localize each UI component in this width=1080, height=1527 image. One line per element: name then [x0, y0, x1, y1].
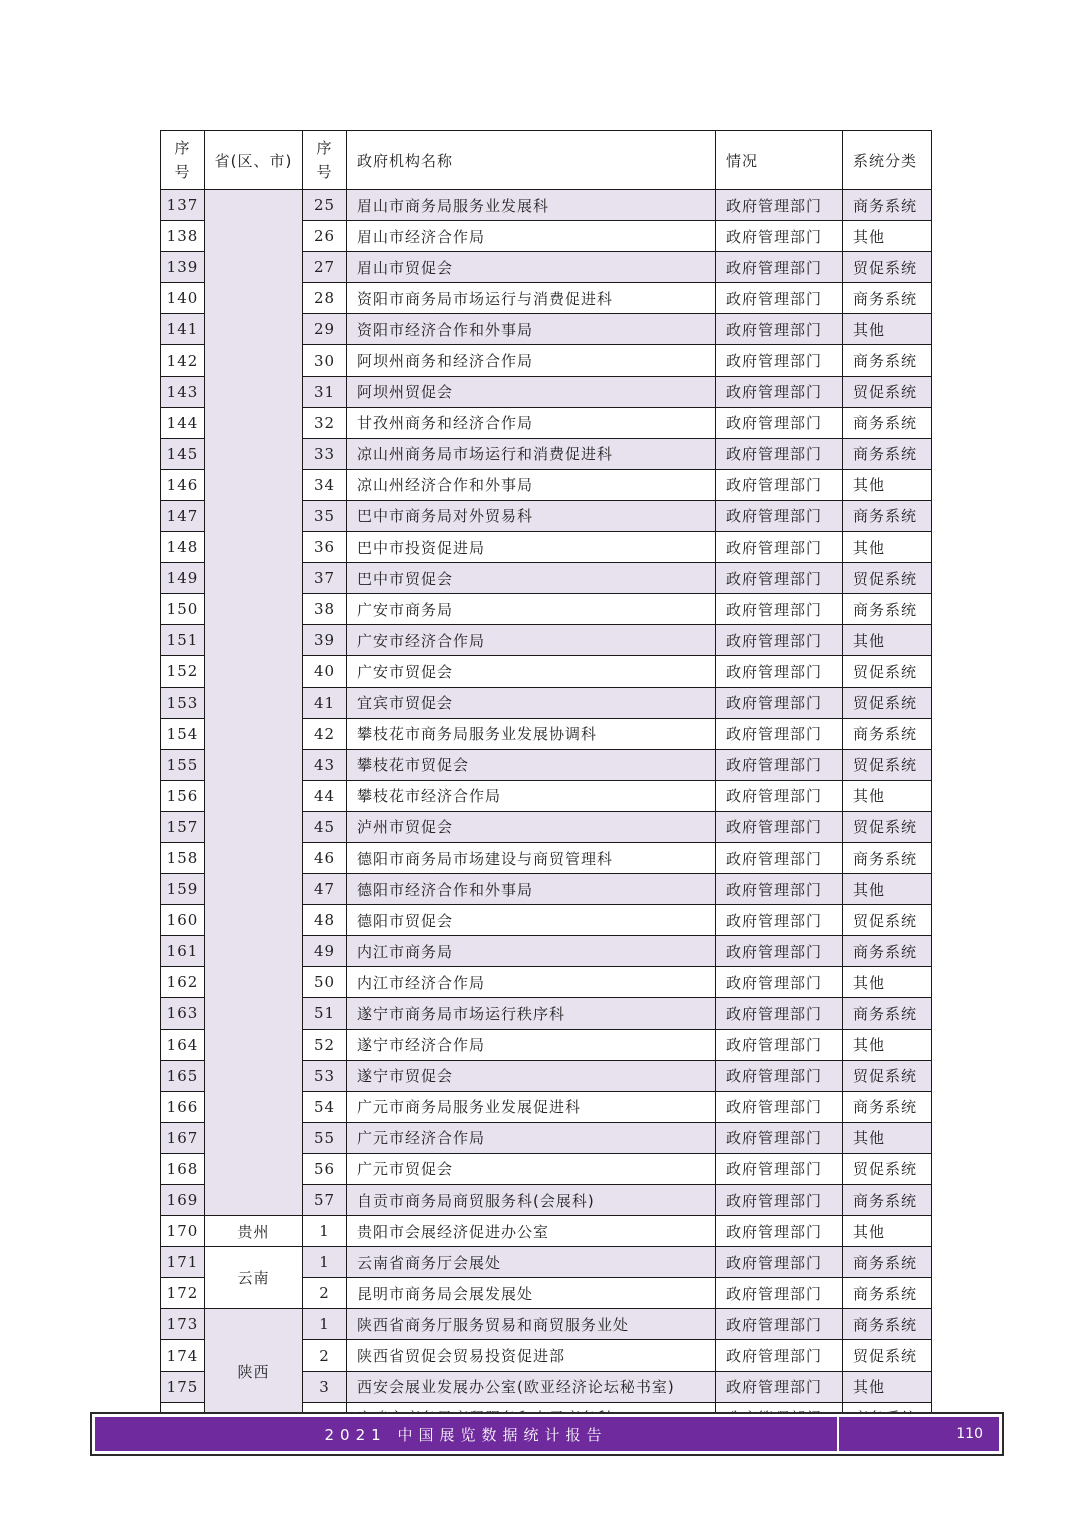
- row-category: 商务系统: [843, 998, 932, 1029]
- row-category: 商务系统: [843, 1185, 932, 1216]
- row-category: 贸促系统: [843, 1153, 932, 1184]
- row-org-name: 攀枝花市贸促会: [347, 749, 716, 780]
- row-status: 政府管理部门: [716, 438, 843, 469]
- row-sub-seq: 55: [303, 1122, 347, 1153]
- row-sub-seq: 38: [303, 594, 347, 625]
- row-category: 贸促系统: [843, 811, 932, 842]
- row-org-name: 遂宁市贸促会: [347, 1060, 716, 1091]
- row-status: 政府管理部门: [716, 314, 843, 345]
- row-sub-seq: 48: [303, 905, 347, 936]
- row-status: 政府管理部门: [716, 687, 843, 718]
- row-sub-seq: 3: [303, 1371, 347, 1402]
- row-org-name: 资阳市经济合作和外事局: [347, 314, 716, 345]
- row-category: 商务系统: [843, 1278, 932, 1309]
- row-org-name: 遂宁市经济合作局: [347, 1029, 716, 1060]
- table-body: [161, 190, 932, 1434]
- row-status: 政府管理部门: [716, 1216, 843, 1247]
- header-name: [347, 131, 716, 190]
- row-org-name: 陕西省贸促会贸易投资促进部: [347, 1340, 716, 1371]
- row-org-name: 阿坝州贸促会: [347, 376, 716, 407]
- row-status: 政府管理部门: [716, 500, 843, 531]
- row-category: 商务系统: [843, 500, 932, 531]
- row-status: 政府管理部门: [716, 656, 843, 687]
- row-seq: 151: [161, 625, 205, 656]
- row-sub-seq: 45: [303, 811, 347, 842]
- header-province-label: 省(区、市): [214, 151, 293, 170]
- row-status: 政府管理部门: [716, 376, 843, 407]
- row-category: 贸促系统: [843, 749, 932, 780]
- header-status: [716, 131, 843, 190]
- row-sub-seq: 47: [303, 874, 347, 905]
- row-seq: 168: [161, 1153, 205, 1184]
- header-name-label: 政府机构名称: [357, 151, 454, 170]
- row-seq: 166: [161, 1091, 205, 1122]
- row-status: 政府管理部门: [716, 780, 843, 811]
- row-sub-seq: 29: [303, 314, 347, 345]
- footer-bar: [95, 1417, 999, 1451]
- row-status: 政府管理部门: [716, 1153, 843, 1184]
- row-category: 其他: [843, 967, 932, 998]
- row-category: 其他: [843, 1122, 932, 1153]
- row-sub-seq: 27: [303, 252, 347, 283]
- row-org-name: 巴中市贸促会: [347, 563, 716, 594]
- row-seq: 156: [161, 780, 205, 811]
- row-status: 政府管理部门: [716, 936, 843, 967]
- row-sub-seq: 1: [303, 1216, 347, 1247]
- row-sub-seq: 56: [303, 1153, 347, 1184]
- header-province: [205, 131, 303, 190]
- row-org-name: 广元市商务局服务业发展促进科: [347, 1091, 716, 1122]
- row-category: 商务系统: [843, 594, 932, 625]
- row-seq: 157: [161, 811, 205, 842]
- row-sub-seq: 25: [303, 190, 347, 221]
- header-seq: [161, 131, 205, 190]
- row-seq: 155: [161, 749, 205, 780]
- row-seq: 154: [161, 718, 205, 749]
- page-number: 110: [956, 1426, 983, 1442]
- row-status: 政府管理部门: [716, 407, 843, 438]
- row-sub-seq: 26: [303, 221, 347, 252]
- row-org-name: 昆明市商务局会展发展处: [347, 1278, 716, 1309]
- row-category: 商务系统: [843, 1309, 932, 1340]
- header-seq-label: 序 号: [174, 139, 191, 181]
- row-category: 贸促系统: [843, 687, 932, 718]
- row-sub-seq: 49: [303, 936, 347, 967]
- row-status: 政府管理部门: [716, 625, 843, 656]
- row-status: 政府管理部门: [716, 749, 843, 780]
- row-category: 其他: [843, 1029, 932, 1060]
- row-status: 政府管理部门: [716, 1340, 843, 1371]
- row-sub-seq: 33: [303, 438, 347, 469]
- header-status-label: 情况: [726, 151, 759, 170]
- row-category: 贸促系统: [843, 1060, 932, 1091]
- row-category: 商务系统: [843, 283, 932, 314]
- row-sub-seq: 32: [303, 407, 347, 438]
- row-status: 政府管理部门: [716, 594, 843, 625]
- row-org-name: 广安市贸促会: [347, 656, 716, 687]
- row-seq: 141: [161, 314, 205, 345]
- row-seq: 137: [161, 190, 205, 221]
- row-category: 商务系统: [843, 407, 932, 438]
- row-category: 商务系统: [843, 718, 932, 749]
- row-seq: 160: [161, 905, 205, 936]
- page-footer: [90, 1412, 1004, 1456]
- row-org-name: 广安市经济合作局: [347, 625, 716, 656]
- row-status: 政府管理部门: [716, 283, 843, 314]
- row-category: 商务系统: [843, 345, 932, 376]
- row-status: 政府管理部门: [716, 469, 843, 500]
- row-sub-seq: 51: [303, 998, 347, 1029]
- row-status: 政府管理部门: [716, 1185, 843, 1216]
- row-org-name: 广元市经济合作局: [347, 1122, 716, 1153]
- row-sub-seq: 35: [303, 500, 347, 531]
- row-sub-seq: 43: [303, 749, 347, 780]
- row-org-name: 攀枝花市商务局服务业发展协调科: [347, 718, 716, 749]
- row-org-name: 云南省商务厅会展处: [347, 1247, 716, 1278]
- row-sub-seq: 46: [303, 842, 347, 873]
- row-category: 其他: [843, 221, 932, 252]
- row-status: 政府管理部门: [716, 1247, 843, 1278]
- row-sub-seq: 1: [303, 1247, 347, 1278]
- row-org-name: 内江市商务局: [347, 936, 716, 967]
- row-seq: 146: [161, 469, 205, 500]
- row-seq: 169: [161, 1185, 205, 1216]
- row-seq: 175: [161, 1371, 205, 1402]
- row-seq: 149: [161, 563, 205, 594]
- row-org-name: 眉山市贸促会: [347, 252, 716, 283]
- row-seq: 152: [161, 656, 205, 687]
- row-seq: 163: [161, 998, 205, 1029]
- row-org-name: 攀枝花市经济合作局: [347, 780, 716, 811]
- row-org-name: 广元市贸促会: [347, 1153, 716, 1184]
- row-status: 政府管理部门: [716, 563, 843, 594]
- row-sub-seq: 2: [303, 1278, 347, 1309]
- row-category: 贸促系统: [843, 563, 932, 594]
- row-org-name: 广安市商务局: [347, 594, 716, 625]
- header-sub-seq-label: 序 号: [316, 139, 333, 181]
- row-seq: 139: [161, 252, 205, 283]
- province-cell: 陕西: [205, 1309, 303, 1433]
- row-seq: 148: [161, 532, 205, 563]
- row-sub-seq: 28: [303, 283, 347, 314]
- organization-table: [160, 130, 932, 1434]
- row-status: 政府管理部门: [716, 1060, 843, 1091]
- row-category: 其他: [843, 625, 932, 656]
- row-category: 贸促系统: [843, 1340, 932, 1371]
- row-seq: 138: [161, 221, 205, 252]
- row-seq: 162: [161, 967, 205, 998]
- row-category: 其他: [843, 469, 932, 500]
- row-category: 商务系统: [843, 936, 932, 967]
- header-category: [843, 131, 932, 190]
- header-category-label: 系统分类: [853, 151, 918, 170]
- table-row: [161, 1216, 932, 1247]
- row-org-name: 陕西省商务厅服务贸易和商贸服务业处: [347, 1309, 716, 1340]
- row-status: 政府管理部门: [716, 905, 843, 936]
- row-org-name: 内江市经济合作局: [347, 967, 716, 998]
- header-sub-seq: [303, 131, 347, 190]
- row-sub-seq: 50: [303, 967, 347, 998]
- row-sub-seq: 31: [303, 376, 347, 407]
- row-category: 贸促系统: [843, 252, 932, 283]
- province-cell: 贵州: [205, 1216, 303, 1247]
- row-sub-seq: 1: [303, 1309, 347, 1340]
- row-category: 商务系统: [843, 438, 932, 469]
- row-status: 政府管理部门: [716, 221, 843, 252]
- row-org-name: 泸州市贸促会: [347, 811, 716, 842]
- row-seq: 161: [161, 936, 205, 967]
- row-seq: 145: [161, 438, 205, 469]
- row-status: 政府管理部门: [716, 532, 843, 563]
- row-status: 政府管理部门: [716, 1122, 843, 1153]
- row-sub-seq: 2: [303, 1340, 347, 1371]
- row-status: 政府管理部门: [716, 1029, 843, 1060]
- row-status: 政府管理部门: [716, 967, 843, 998]
- row-sub-seq: 52: [303, 1029, 347, 1060]
- row-sub-seq: 57: [303, 1185, 347, 1216]
- row-category: 其他: [843, 874, 932, 905]
- row-sub-seq: 36: [303, 532, 347, 563]
- table-row: [161, 1309, 932, 1340]
- row-status: 政府管理部门: [716, 1091, 843, 1122]
- footer-title: 2021 中国展览数据统计报告: [324, 1425, 608, 1444]
- row-seq: 159: [161, 874, 205, 905]
- row-status: 政府管理部门: [716, 1309, 843, 1340]
- row-org-name: 眉山市商务局服务业发展科: [347, 190, 716, 221]
- row-sub-seq: 40: [303, 656, 347, 687]
- row-status: 政府管理部门: [716, 811, 843, 842]
- row-sub-seq: 34: [303, 469, 347, 500]
- row-status: 政府管理部门: [716, 190, 843, 221]
- row-category: 其他: [843, 532, 932, 563]
- row-seq: 172: [161, 1278, 205, 1309]
- row-seq: 170: [161, 1216, 205, 1247]
- row-status: 政府管理部门: [716, 874, 843, 905]
- row-status: 政府管理部门: [716, 345, 843, 376]
- row-org-name: 凉山州经济合作和外事局: [347, 469, 716, 500]
- row-org-name: 甘孜州商务和经济合作局: [347, 407, 716, 438]
- row-category: 其他: [843, 780, 932, 811]
- table-row: [161, 1247, 932, 1278]
- row-sub-seq: 37: [303, 563, 347, 594]
- row-org-name: 贵阳市会展经济促进办公室: [347, 1216, 716, 1247]
- row-org-name: 眉山市经济合作局: [347, 221, 716, 252]
- row-seq: 147: [161, 500, 205, 531]
- row-seq: 158: [161, 842, 205, 873]
- row-category: 商务系统: [843, 190, 932, 221]
- row-seq: 150: [161, 594, 205, 625]
- row-org-name: 西安会展业发展办公室(欧亚经济论坛秘书室): [347, 1371, 716, 1402]
- row-category: 商务系统: [843, 1091, 932, 1122]
- row-category: 商务系统: [843, 1247, 932, 1278]
- row-category: 其他: [843, 1216, 932, 1247]
- row-sub-seq: 41: [303, 687, 347, 718]
- row-seq: 143: [161, 376, 205, 407]
- row-category: 贸促系统: [843, 376, 932, 407]
- row-seq: 167: [161, 1122, 205, 1153]
- row-sub-seq: 53: [303, 1060, 347, 1091]
- row-category: 贸促系统: [843, 905, 932, 936]
- row-org-name: 德阳市经济合作和外事局: [347, 874, 716, 905]
- row-seq: 153: [161, 687, 205, 718]
- row-seq: 174: [161, 1340, 205, 1371]
- row-category: 其他: [843, 314, 932, 345]
- row-seq: 140: [161, 283, 205, 314]
- row-sub-seq: 30: [303, 345, 347, 376]
- row-sub-seq: 54: [303, 1091, 347, 1122]
- row-org-name: 凉山州商务局市场运行和消费促进科: [347, 438, 716, 469]
- row-status: 政府管理部门: [716, 252, 843, 283]
- row-category: 贸促系统: [843, 656, 932, 687]
- row-status: 政府管理部门: [716, 1371, 843, 1402]
- table-row: [161, 190, 932, 221]
- row-status: 政府管理部门: [716, 718, 843, 749]
- row-org-name: 资阳市商务局市场运行与消费促进科: [347, 283, 716, 314]
- row-sub-seq: 42: [303, 718, 347, 749]
- row-org-name: 巴中市投资促进局: [347, 532, 716, 563]
- row-category: 商务系统: [843, 842, 932, 873]
- row-seq: 165: [161, 1060, 205, 1091]
- row-status: 政府管理部门: [716, 842, 843, 873]
- row-category: 其他: [843, 1371, 932, 1402]
- row-org-name: 德阳市商务局市场建设与商贸管理科: [347, 842, 716, 873]
- row-status: 政府管理部门: [716, 1278, 843, 1309]
- table-header-row: [161, 131, 932, 190]
- row-org-name: 遂宁市商务局市场运行秩序科: [347, 998, 716, 1029]
- row-org-name: 德阳市贸促会: [347, 905, 716, 936]
- row-org-name: 自贡市商务局商贸服务科(会展科): [347, 1185, 716, 1216]
- row-seq: 173: [161, 1309, 205, 1340]
- row-seq: 142: [161, 345, 205, 376]
- row-sub-seq: 44: [303, 780, 347, 811]
- row-seq: 171: [161, 1247, 205, 1278]
- row-sub-seq: 39: [303, 625, 347, 656]
- row-seq: 144: [161, 407, 205, 438]
- row-seq: 164: [161, 1029, 205, 1060]
- province-cell: [205, 190, 303, 1216]
- row-org-name: 巴中市商务局对外贸易科: [347, 500, 716, 531]
- row-org-name: 宜宾市贸促会: [347, 687, 716, 718]
- province-cell: 云南: [205, 1247, 303, 1309]
- row-org-name: 阿坝州商务和经济合作局: [347, 345, 716, 376]
- row-status: 政府管理部门: [716, 998, 843, 1029]
